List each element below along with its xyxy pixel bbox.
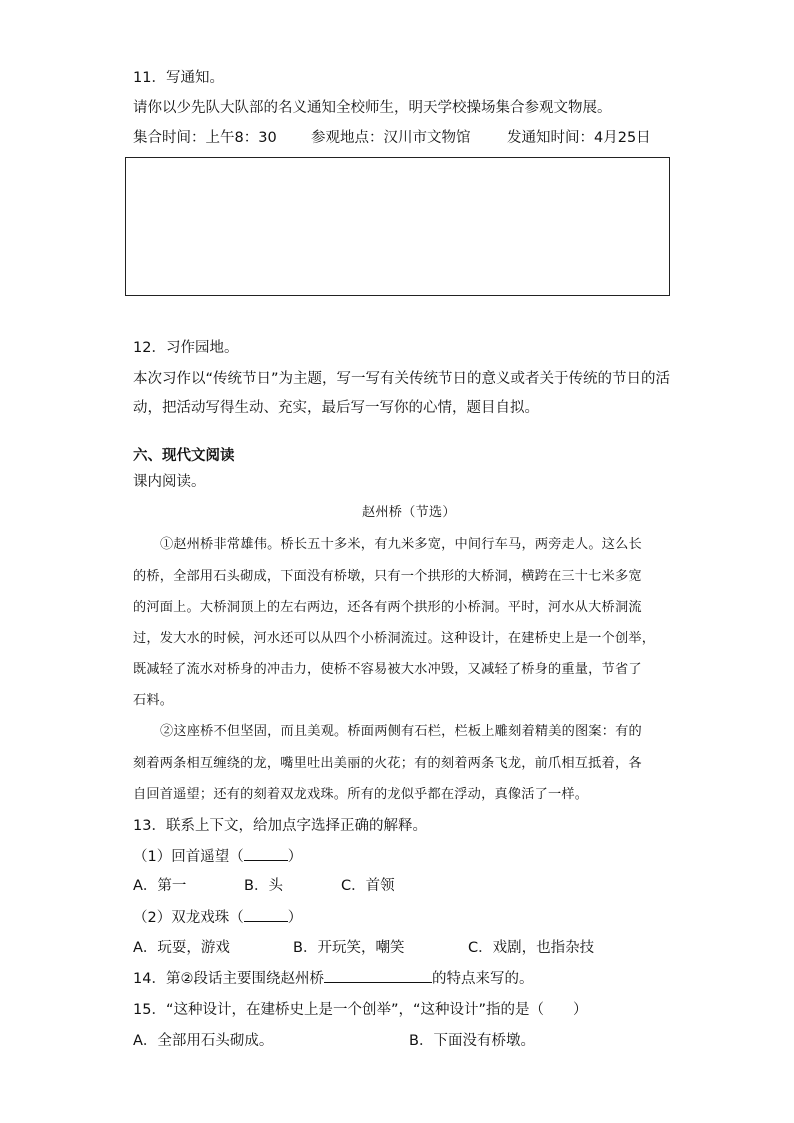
q13-sub1 bbox=[133, 846, 302, 867]
notice-answer-box[interactable] bbox=[125, 157, 670, 296]
q13-sub1-prefix: （1）回首遥望（ bbox=[133, 849, 244, 865]
q14-prefix: 14．第②段话主要围绕赵州桥 bbox=[133, 971, 324, 987]
q13-sub2-answer-blank[interactable] bbox=[244, 907, 288, 922]
passage-p1-line: 过，发大水的时候，河水还可以从四个小桥洞流过。这种设计，在建桥史上是一个创举， bbox=[133, 631, 656, 646]
passage-p1-line: 的河面上。大桥洞顶上的左右两边，还各有两个拱形的小桥洞。平时，河水从大桥洞流 bbox=[133, 600, 642, 615]
q15-option-a[interactable]: A．全部用石头砌成。 bbox=[133, 1033, 274, 1049]
passage-p2-line: 刻着两条相互缠绕的龙，嘴里吐出美丽的火花；有的刻着两条飞龙，前爪相互抵着，各 bbox=[133, 756, 642, 771]
passage-title: 赵州桥（节选） bbox=[362, 505, 456, 520]
q13-sub2-option-b[interactable]: B．开玩笑，嘲笑 bbox=[293, 940, 405, 956]
passage-p2-line: 自回首遥望；还有的刻着双龙戏珠。所有的龙似乎都在浮动，真像活了一样。 bbox=[133, 787, 589, 802]
q11-title: 11．写通知。 bbox=[133, 70, 224, 86]
q12-title: 12．习作园地。 bbox=[133, 340, 239, 356]
q13-sub2-option-a[interactable]: A．玩耍，游戏 bbox=[133, 940, 230, 956]
q13-sub2 bbox=[133, 907, 302, 928]
q13-sub1-option-c[interactable]: C．首领 bbox=[341, 878, 395, 894]
q14 bbox=[133, 968, 533, 989]
passage-p1-line: ①赵州桥非常雄伟。桥长五十多米，有九米多宽，中间行车马，两旁走人。这么长 bbox=[160, 537, 642, 552]
passage-p1-line: 既减轻了流水对桥身的冲击力，使桥不容易被大水冲毁，又减轻了桥身的重量，节省了 bbox=[133, 662, 642, 677]
q13-sub1-option-b[interactable]: B．头 bbox=[244, 878, 283, 894]
q15-title: 15．“这种设计，在建桥史上是一个创举”，“这种设计”指的是（ ） bbox=[133, 1002, 588, 1018]
q14-answer-blank[interactable] bbox=[324, 968, 432, 983]
passage-p2-line: ②这座桥不但坚固，而且美观。桥面两侧有石栏，栏板上雕刻着精美的图案：有的 bbox=[160, 724, 642, 739]
q11-prompt: 请你以少先队大队部的名义通知全校师生，明天学校操场集合参观文物展。 bbox=[133, 100, 612, 116]
q13-sub2-option-c[interactable]: C．戏剧，也指杂技 bbox=[468, 940, 595, 956]
q13-sub1-suffix: ） bbox=[287, 849, 303, 865]
passage-p1-line: 石料。 bbox=[133, 693, 174, 708]
q14-suffix: 的特点来写的。 bbox=[431, 971, 534, 987]
q11-info-time: 集合时间：上午8：30 bbox=[133, 130, 277, 146]
q11-info-date: 发通知时间：4月25日 bbox=[507, 130, 651, 146]
q13-title: 13．联系上下文，给加点字选择正确的解释。 bbox=[133, 818, 427, 834]
section-6-subheading: 课内阅读。 bbox=[133, 474, 206, 490]
q13-sub2-prefix: （2）双龙戏珠（ bbox=[133, 910, 244, 926]
q13-sub2-suffix: ） bbox=[287, 910, 303, 926]
passage-p1-line: 的桥，全部用石头砌成，下面没有桥墩，只有一个拱形的大桥洞，横跨在三十七米多宽 bbox=[133, 569, 642, 584]
q12-line-2: 动，把活动写得生动、充实，最后写一写你的心情，题目自拟。 bbox=[133, 400, 539, 416]
q11-info-place: 参观地点：汉川市文物馆 bbox=[311, 130, 471, 146]
q13-sub1-option-a[interactable]: A．第一 bbox=[133, 878, 187, 894]
q15-option-b[interactable]: B．下面没有桥墩。 bbox=[409, 1033, 535, 1049]
q13-sub1-answer-blank[interactable] bbox=[244, 846, 288, 861]
section-6-heading: 六、现代文阅读 bbox=[133, 448, 235, 464]
q12-line-1: 本次习作以“传统节日”为主题，写一写有关传统节日的意义或者关于传统的节日的活 bbox=[133, 371, 671, 387]
